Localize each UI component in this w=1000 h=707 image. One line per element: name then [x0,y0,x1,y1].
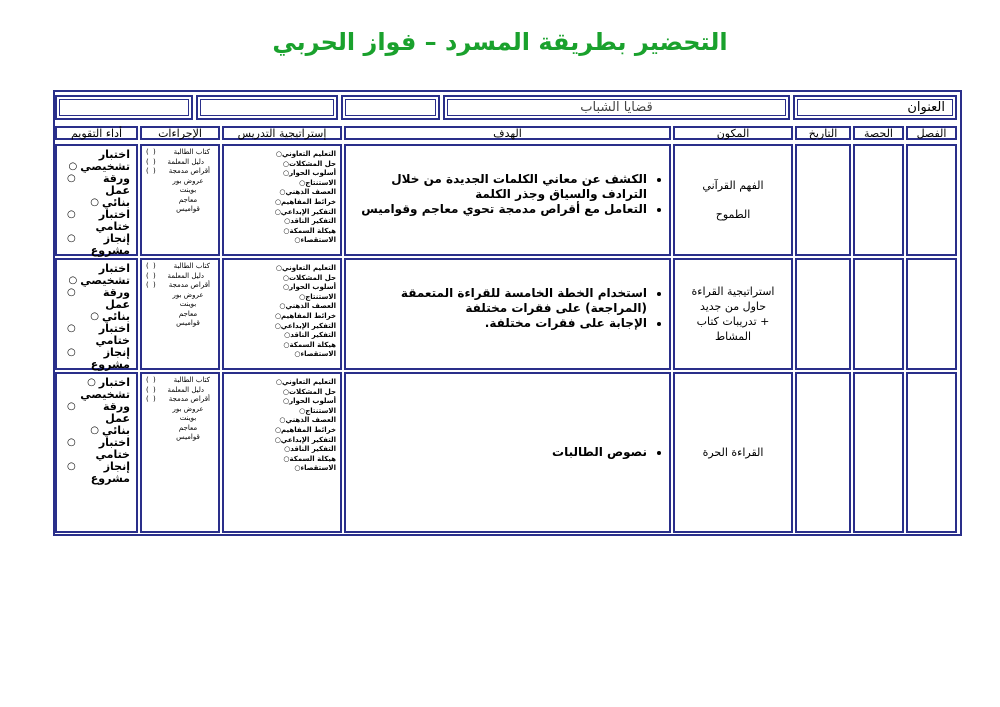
assessment-cell [55,144,138,256]
strategy-item: التفكير الإبداعي ○ [274,321,336,330]
strategy-item: التفكير الناقد ○ [284,217,336,226]
date-cell [795,258,851,370]
component-text: حاول من جديد [699,300,767,313]
strategy-item: أسلوب الحوار ○ [282,397,336,406]
strategy-item: الاستنتاج ○ [299,292,336,301]
strategy-item: أسلوب الحوار ○ [282,283,336,292]
assessment-item: تشخيصي ○ [68,160,130,173]
component-text: + تدريبات كتاب [696,315,770,328]
strategy-item: العصف الذهني ○ [279,302,336,311]
strategy-item: التفكير الناقد ○ [284,445,336,454]
goal-item: • التعامل مع أقراص مدمجة تحوي معاجم وقواميس [352,202,647,217]
strategy-item: هيكلة السمكة ○ [283,454,336,463]
title-label: العنوان [907,100,945,115]
assessment-item: ورقة عمل ○ [67,400,130,425]
assessment-item: تشخيصي ○ [68,274,130,287]
strategy-cell [222,144,342,256]
class-cell [906,258,957,370]
strategy-item: خرائط المفاهيم ○ [274,425,336,434]
strategy-item: التعليم التعاوني ○ [275,264,336,272]
class-cell [906,372,957,533]
col-header-goal: الهدف [344,126,671,140]
class-cell [906,144,957,256]
component-text: استراتيجية القراءة [691,285,775,298]
title-label-cell [793,95,957,120]
strategy-item: الاستنتاج ○ [299,178,336,187]
strategy-item: خرائط المفاهيم ○ [274,311,336,320]
strategy-cell [222,372,342,533]
assessment-item: إنجاز مشروع ○ [67,460,130,485]
goal-item: • نصوص الطالبات [552,445,647,460]
strategy-item: العصف الذهني ○ [279,416,336,425]
assessment-cell [55,258,138,370]
component-text: الفهم القرآني [702,179,764,192]
strategy-item: حل المشكلات ○ [282,273,336,282]
strategy-item: التفكير الناقد ○ [284,331,336,340]
assessment-cell [55,372,138,533]
lesson-plan-table [53,90,962,536]
strategy-item: الاستقصاء ○ [294,350,336,359]
col-header-period: الحصة [853,126,904,140]
strategy-item: حل المشكلات ○ [282,159,336,168]
assessment-item: إنجاز مشروع ○ [67,232,130,257]
goal-item: • استخدام الخطة الخامسة للقراءة المتعمقة (المراجعة) على فقرات مختلفة [352,286,647,316]
col-header-component: المكون [673,126,793,140]
empty-title-cell [341,95,440,120]
goal-cell [344,144,671,256]
goal-item: • الكشف عن معاني الكلمات الجديدة من خلال الترادف والسياق وجذر الكلمة [352,172,647,202]
assessment-item: ورقة عمل ○ [67,172,130,197]
component-text: الطموح [715,208,751,221]
title-value-cell [443,95,790,120]
period-cell [853,144,904,256]
col-header-assessment: أداء التقويم [55,126,138,140]
empty-title-cell [196,95,338,120]
assessment-item: اختبار ختامي ○ [67,436,130,461]
procedures-cell: كتاب الطالبة ( ) دليل المعلمة ( ) أقراص مدمجة ( ) عروض بور بوينت معاجم قواميس [140,372,220,533]
col-header-procedures: الإجراءات [140,126,220,140]
date-cell [795,372,851,533]
assessment-item: بنائي ○ [90,310,130,323]
strategy-cell [222,258,342,370]
period-cell [853,258,904,370]
assessment-item: إنجاز مشروع ○ [67,346,130,371]
component-text: القراءة الحرة [702,446,764,459]
strategy-item: التفكير الإبداعي ○ [274,207,336,216]
strategy-item: خرائط المفاهيم ○ [274,197,336,206]
period-cell [853,372,904,533]
assessment-item: بنائي ○ [90,196,130,209]
assessment-item: اختبار [98,148,130,161]
date-cell [795,144,851,256]
page-title: التحضير بطريقة المسرد – فواز الحربي [272,28,728,56]
assessment-item: تشخيصي [80,388,130,401]
empty-title-cell [55,95,193,120]
goal-item: • الإجابة على فقرات مختلفة. [352,316,647,331]
component-cell [673,144,793,256]
assessment-item: اختبار ختامي ○ [67,322,130,347]
strategy-item: الاستقصاء ○ [294,464,336,473]
component-cell [673,372,793,533]
assessment-item: اختبار ختامي ○ [67,208,130,233]
strategy-item: العصف الذهني ○ [279,188,336,197]
col-header-date: التاريخ [795,126,851,140]
strategy-item: هيكلة السمكة ○ [283,226,336,235]
strategy-item: التفكير الإبداعي ○ [274,435,336,444]
component-cell [673,258,793,370]
col-header-class: الفصل [906,126,957,140]
strategy-item: حل المشكلات ○ [282,387,336,396]
col-header-strategy: إستراتيجية التدريس [222,126,342,140]
assessment-item: اختبار ○ [87,376,130,389]
strategy-item: هيكلة السمكة ○ [283,340,336,349]
strategy-item: الاستقصاء ○ [294,236,336,245]
goal-cell [344,258,671,370]
goal-cell [344,372,671,533]
strategy-item: التعليم التعاوني ○ [275,378,336,386]
assessment-item: اختبار [98,262,130,275]
assessment-item: ورقة عمل ○ [67,286,130,311]
component-text: المشاط [714,330,752,343]
procedures-cell: كتاب الطالبة ( ) دليل المعلمة ( ) أقراص مدمجة ( ) عروض بور بوينت معاجم قواميس [140,258,220,370]
strategy-item: الاستنتاج ○ [299,406,336,415]
strategy-item: التعليم التعاوني ○ [275,150,336,158]
title-value: قضايا الشباب [580,100,653,115]
strategy-item: أسلوب الحوار ○ [282,169,336,178]
assessment-item: بنائي ○ [90,424,130,437]
procedures-cell: كتاب الطالبة ( ) دليل المعلمة ( ) أقراص مدمجة ( ) عروض بور بوينت معاجم قواميس [140,144,220,256]
